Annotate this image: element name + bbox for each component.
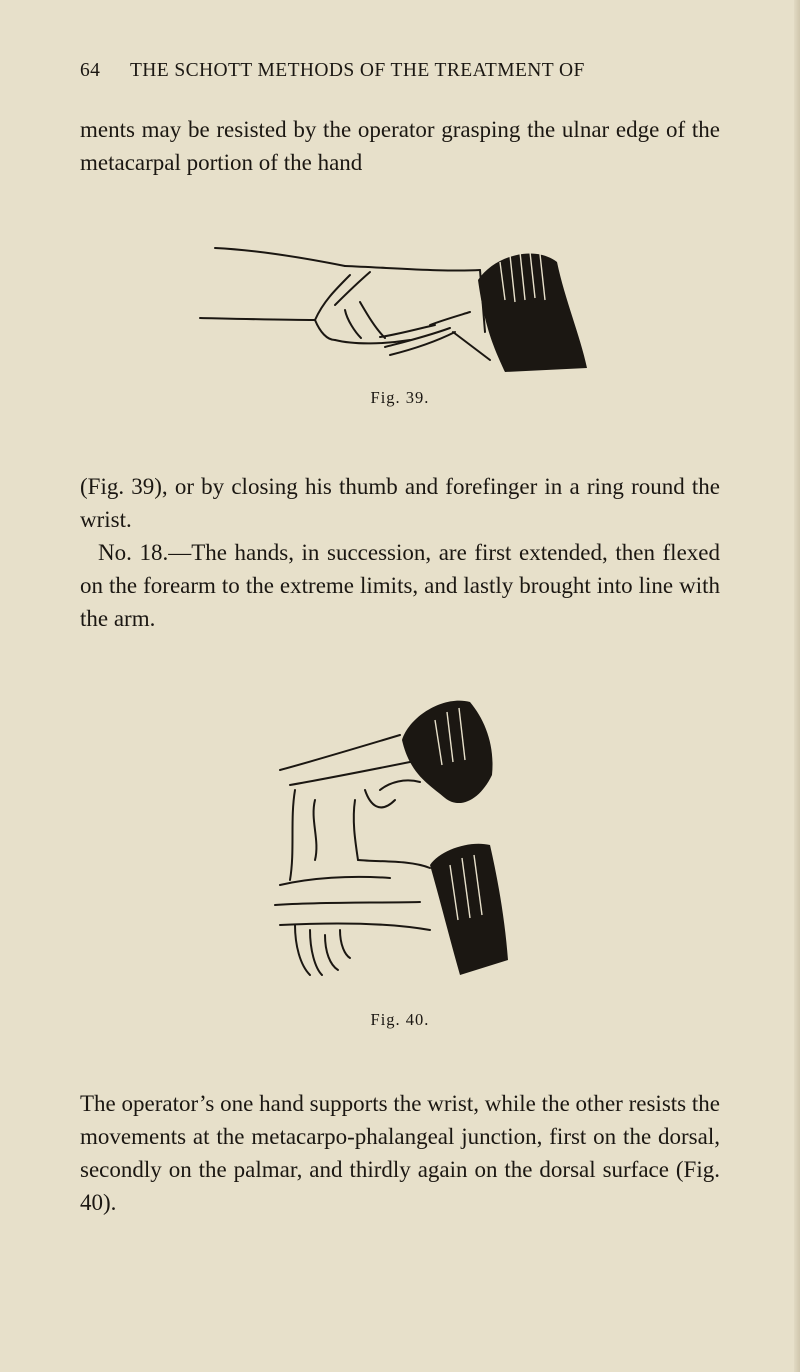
page-number: 64 — [80, 60, 101, 81]
running-head — [80, 60, 720, 82]
text-block-1 — [80, 113, 720, 179]
figure-39-caption: Fig. 39. — [370, 388, 430, 407]
figure-40-caption: Fig. 40. — [370, 1010, 430, 1029]
figure-40-illustration — [270, 690, 530, 1000]
figure-39-illustration — [195, 240, 595, 375]
running-title: THE SCHOTT METHODS OF THE TREATMENT OF — [130, 60, 585, 81]
text-block-3 — [80, 1087, 720, 1219]
hand-grasp-drawing — [195, 240, 595, 375]
page-edge — [794, 0, 800, 1372]
paragraph: The operator’s one hand supports the wrist, while the other resists the movements at the metacarpo-phalangeal junction, first on the dorsal, secondly on the palmar, and thirdly again on the dorsal surface (Fig. 40). — [80, 1091, 720, 1215]
wrist-support-drawing — [270, 690, 530, 1000]
paragraph-no-18: No. 18.—The hands, in succession, are first extended, then flexed on the forearm to the extreme limits, and lastly brought into line with the arm. — [80, 540, 720, 631]
text-block-2 — [80, 470, 720, 635]
paragraph: (Fig. 39), or by closing his thumb and forefinger in a ring round the wrist. — [80, 474, 720, 532]
paragraph-continued: ments may be resisted by the operator grasping the ulnar edge of the metacarpal portion of the hand — [80, 117, 720, 175]
